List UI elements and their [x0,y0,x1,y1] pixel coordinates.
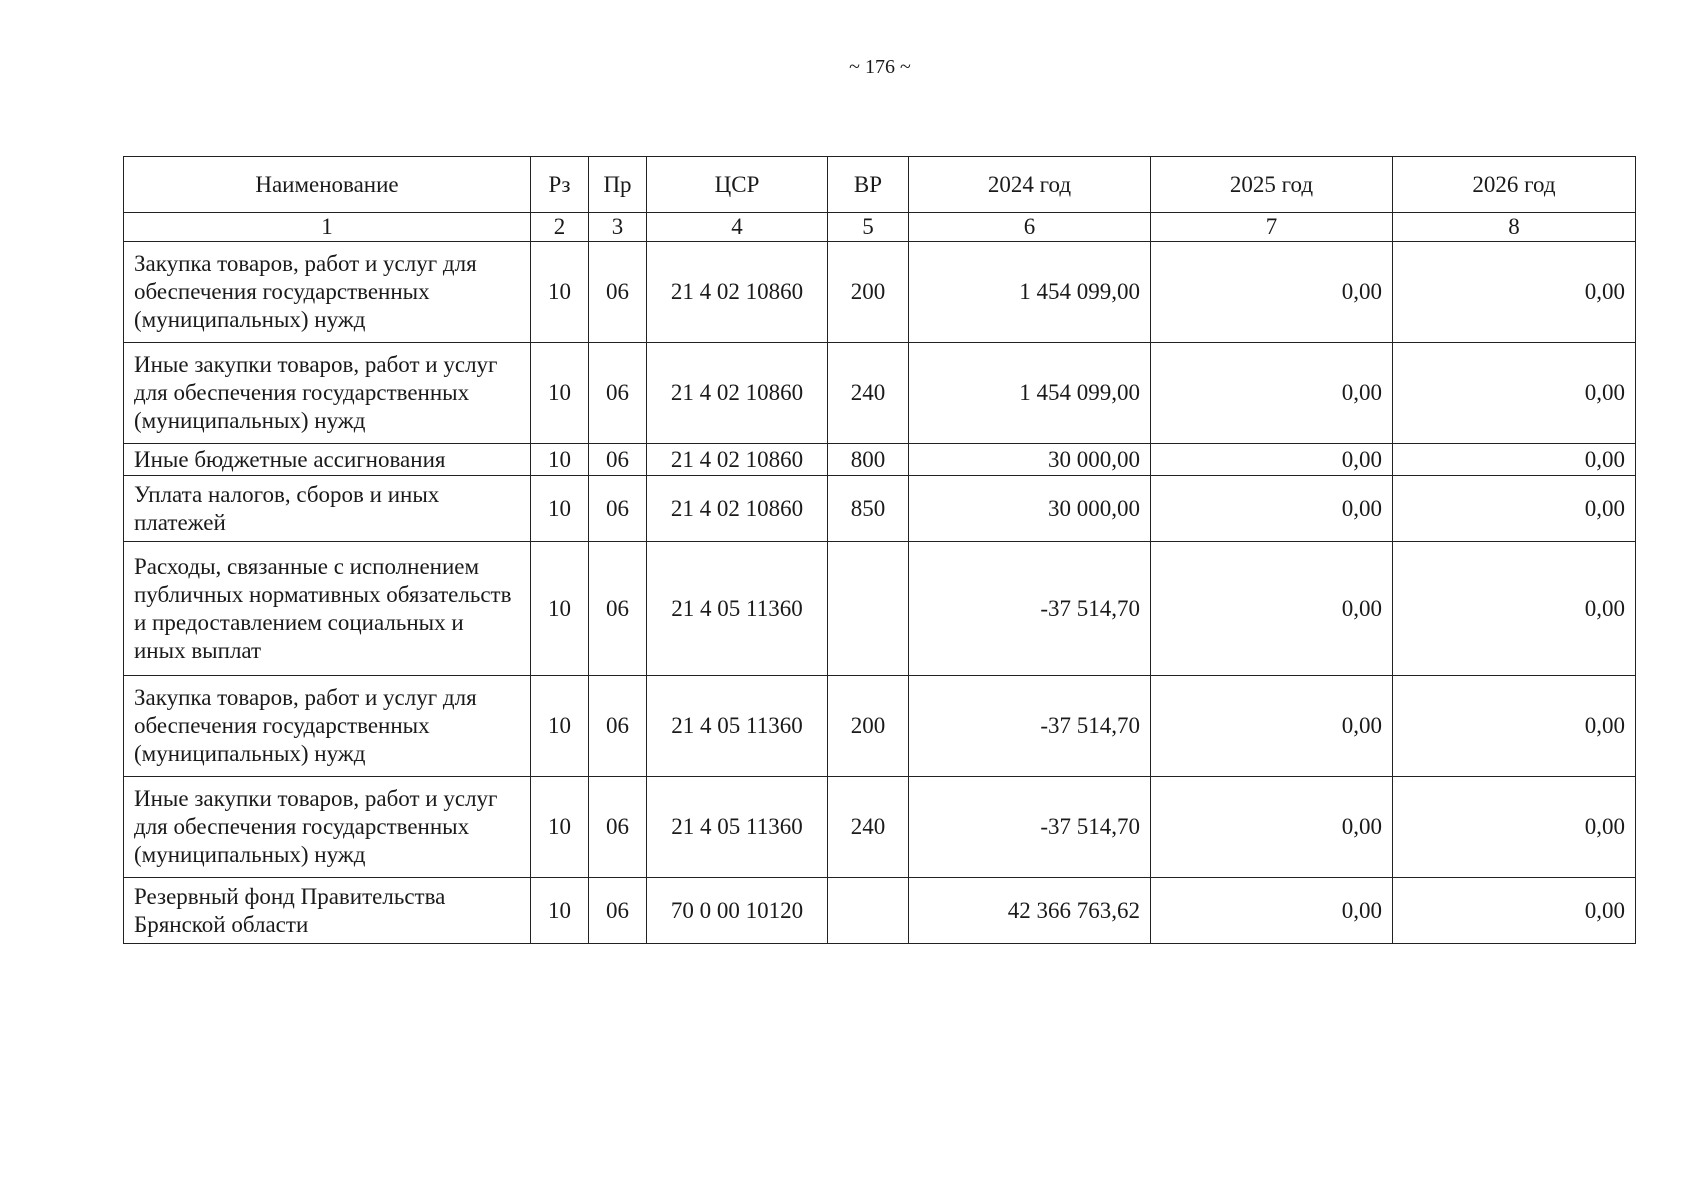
row-csr: 21 4 05 11360 [647,676,828,777]
column-header-name: Наименование [124,157,531,213]
row-csr: 21 4 02 10860 [647,476,828,542]
row-2024: -37 514,70 [909,777,1151,878]
row-vr: 240 [828,343,909,444]
table-row [124,476,1636,542]
row-name: Закупка товаров, работ и услуг для обеспечения государственных (муниципальных) нужд [124,242,531,343]
row-2025: 0,00 [1151,242,1393,343]
row-pr: 06 [589,777,647,878]
row-name: Иные закупки товаров, работ и услуг для обеспечения государственных (муниципальных) нужд [124,777,531,878]
row-2025: 0,00 [1151,676,1393,777]
column-number: 6 [909,213,1151,242]
column-number: 4 [647,213,828,242]
row-csr: 21 4 02 10860 [647,343,828,444]
row-csr: 21 4 05 11360 [647,542,828,676]
table-row [124,343,1636,444]
table-row [124,542,1636,676]
column-number: 7 [1151,213,1393,242]
column-header-2025: 2025 год [1151,157,1393,213]
row-2025: 0,00 [1151,444,1393,476]
row-rz: 10 [531,676,589,777]
row-pr: 06 [589,542,647,676]
column-header-rz: Рз [531,157,589,213]
row-2024: 1 454 099,00 [909,343,1151,444]
table-row [124,777,1636,878]
row-name: Иные бюджетные ассигнования [124,444,531,476]
row-pr: 06 [589,343,647,444]
row-rz: 10 [531,444,589,476]
row-rz: 10 [531,242,589,343]
row-pr: 06 [589,444,647,476]
column-number-row [124,213,1636,242]
row-rz: 10 [531,476,589,542]
row-rz: 10 [531,343,589,444]
row-rz: 10 [531,878,589,944]
row-pr: 06 [589,878,647,944]
row-csr: 21 4 05 11360 [647,777,828,878]
row-rz: 10 [531,777,589,878]
row-name: Закупка товаров, работ и услуг для обеспечения государственных (муниципальных) нужд [124,676,531,777]
row-2026: 0,00 [1393,542,1636,676]
table-row [124,242,1636,343]
row-2025: 0,00 [1151,476,1393,542]
row-name: Резервный фонд Правительства Брянской области [124,878,531,944]
row-2026: 0,00 [1393,777,1636,878]
row-2024: 42 366 763,62 [909,878,1151,944]
row-vr: 200 [828,242,909,343]
row-2025: 0,00 [1151,343,1393,444]
row-name: Иные закупки товаров, работ и услуг для обеспечения государственных (муниципальных) нужд [124,343,531,444]
column-number: 1 [124,213,531,242]
row-2026: 0,00 [1393,242,1636,343]
column-number: 2 [531,213,589,242]
row-pr: 06 [589,476,647,542]
row-vr: 200 [828,676,909,777]
column-header-vr: ВР [828,157,909,213]
row-csr: 21 4 02 10860 [647,444,828,476]
row-rz: 10 [531,542,589,676]
row-vr [828,542,909,676]
row-2026: 0,00 [1393,878,1636,944]
row-2024: 1 454 099,00 [909,242,1151,343]
row-2026: 0,00 [1393,476,1636,542]
row-vr: 850 [828,476,909,542]
row-pr: 06 [589,676,647,777]
table-row [124,444,1636,476]
column-header-csr: ЦСР [647,157,828,213]
row-2026: 0,00 [1393,444,1636,476]
row-2025: 0,00 [1151,878,1393,944]
row-csr: 21 4 02 10860 [647,242,828,343]
row-vr: 800 [828,444,909,476]
row-2025: 0,00 [1151,542,1393,676]
row-name: Уплата налогов, сборов и иных платежей [124,476,531,542]
row-2025: 0,00 [1151,777,1393,878]
column-number: 8 [1393,213,1636,242]
column-header-pr: Пр [589,157,647,213]
row-name: Расходы, связанные с исполнением публичных нормативных обязательств и предоставлением социальных и иных выплат [124,542,531,676]
row-2024: 30 000,00 [909,444,1151,476]
column-number: 3 [589,213,647,242]
table-row [124,676,1636,777]
row-2024: -37 514,70 [909,542,1151,676]
column-header-2026: 2026 год [1393,157,1636,213]
column-header-2024: 2024 год [909,157,1151,213]
row-2026: 0,00 [1393,343,1636,444]
row-vr [828,878,909,944]
page-number: ~ 176 ~ [849,56,911,78]
row-csr: 70 0 00 10120 [647,878,828,944]
column-number: 5 [828,213,909,242]
row-pr: 06 [589,242,647,343]
table-row [124,878,1636,944]
row-2026: 0,00 [1393,676,1636,777]
header-row [124,157,1636,213]
budget-table [123,156,1636,944]
row-2024: -37 514,70 [909,676,1151,777]
row-2024: 30 000,00 [909,476,1151,542]
row-vr: 240 [828,777,909,878]
